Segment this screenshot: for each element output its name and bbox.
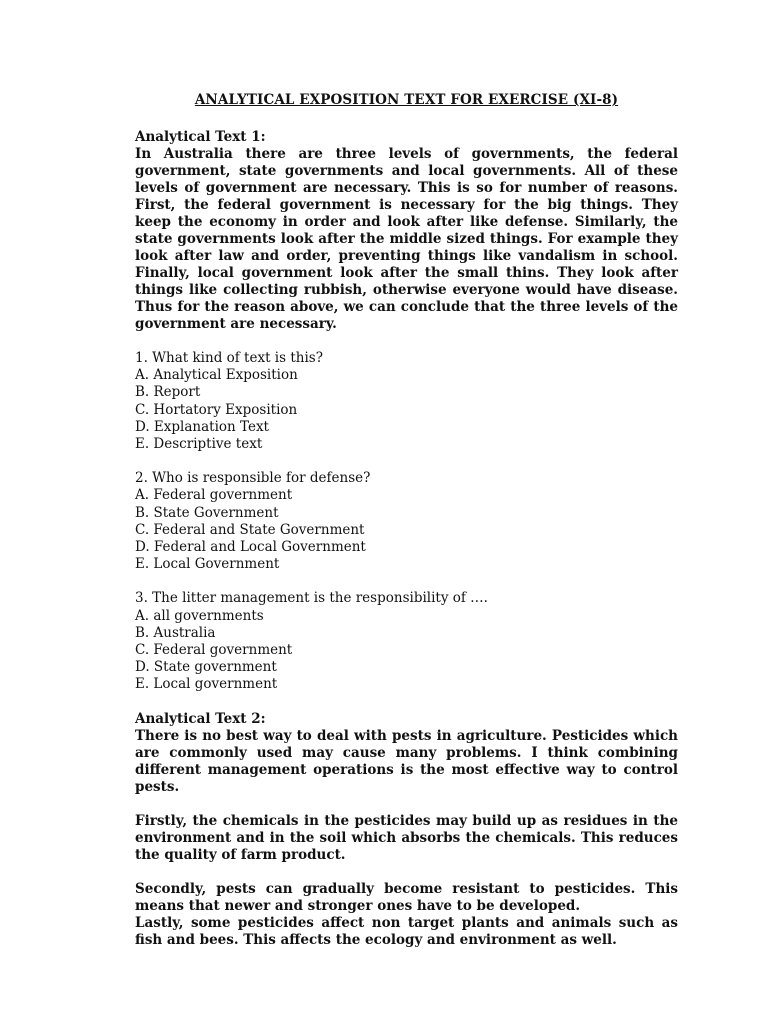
question-text: 2. Who is responsible for defense?	[135, 470, 371, 487]
text1-heading: Analytical Text 1:	[135, 129, 266, 145]
question-3	[135, 590, 678, 693]
question-1	[135, 350, 678, 453]
question-text: 3. The litter management is the responsibility of ….	[135, 590, 488, 607]
document-content	[135, 92, 678, 949]
option-e: E. Local Government	[135, 556, 280, 573]
text2-paragraph-2: Firstly, the chemicals in the pesticides may build up as residues in the environment and in the soil which absorbs the chemicals. This reduces the quality of farm product.	[135, 812, 678, 863]
option-b: B. Report	[135, 384, 201, 401]
option-d: D. Federal and Local Government	[135, 539, 366, 556]
option-c: C. Hortatory Exposition	[135, 401, 298, 418]
option-d: D. Explanation Text	[135, 418, 269, 435]
option-c: C. Federal and State Government	[135, 521, 365, 538]
document-title: ANALYTICAL EXPOSITION TEXT FOR EXERCISE (XI-8)	[194, 92, 619, 108]
option-c: C. Federal government	[135, 642, 293, 659]
option-b: B. State Government	[135, 504, 279, 521]
option-e: E. Descriptive text	[135, 436, 263, 453]
option-a: A. Federal government	[135, 487, 293, 504]
text2-paragraph-4: Lastly, some pesticides affect non target plants and animals such as fish and bees. This affects the ecology and environment as well.	[135, 914, 678, 948]
option-b: B. Australia	[135, 624, 216, 641]
question-text: 1. What kind of text is this?	[135, 350, 323, 366]
text1-body: In Australia there are three levels of governments, the federal government, state governments and local governments. All of these levels of government are necessary. This is so for number of reasons. First, the federal government is necessary for the big things. They keep the economy in order and look after like defense. Similarly, the state governments look after the middle sized things. For example they look after law and order, preventing things like vandalism in school. Finally, local government look after the small thins. They look after things like collecting rubbish, otherwise everyone would have disease. Thus for the reason above, we can conclude that the three levels of the government are necessary.	[135, 146, 678, 332]
question-2	[135, 470, 678, 573]
option-a: A. Analytical Exposition	[135, 367, 298, 384]
text2-paragraph-3: Secondly, pests can gradually become resistant to pesticides. This means that newer and stronger ones have to be developed.	[135, 880, 678, 914]
text2-paragraph-1: There is no best way to deal with pests in agriculture. Pesticides which are commonly used may cause many problems. I think combining different management operations is the most effective way to control pests.	[135, 727, 678, 795]
option-e: E. Local government	[135, 676, 278, 693]
option-d: D. State government	[135, 659, 277, 676]
text2-heading: Analytical Text 2:	[135, 710, 266, 727]
option-a: A. all governments	[135, 607, 264, 624]
